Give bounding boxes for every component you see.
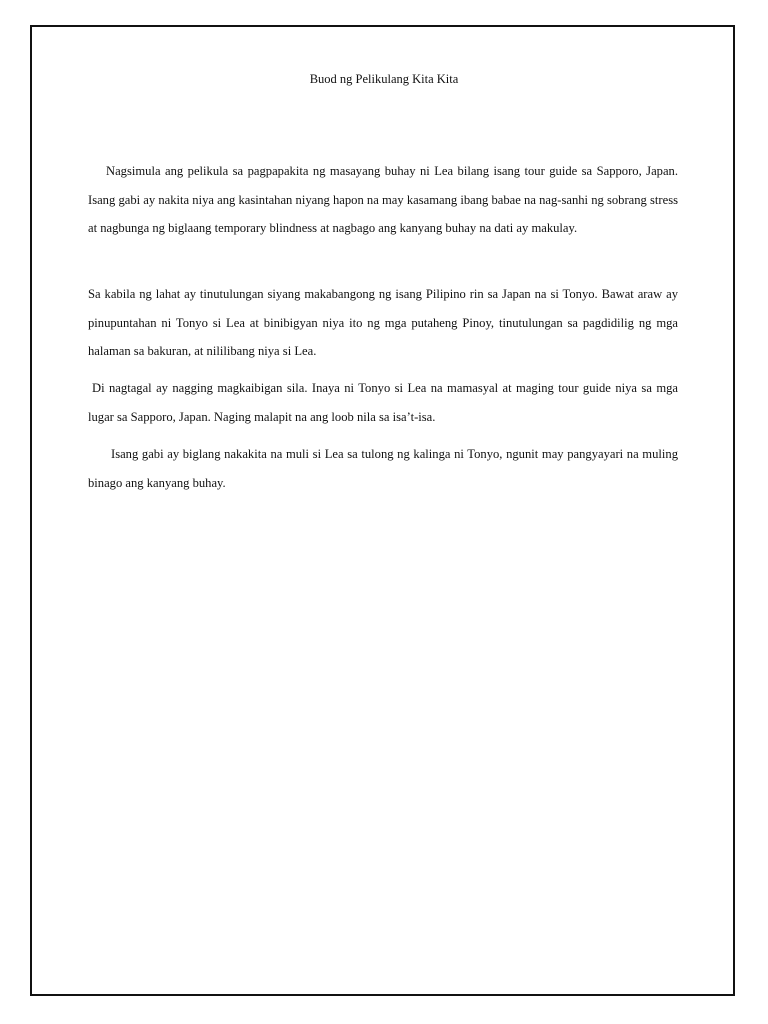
- paragraph-2: Sa kabila ng lahat ay tinutulungan siyang makabangong ng isang Pilipino rin sa Japan na si Tonyo. Bawat araw ay pinupuntahan ni Tonyo si Lea at binibigyan niya ito ng mga putaheng Pinoy, tinutulungan sa pagdidilig ng mga halaman sa bakuran, at nililibang niya si Lea.: [88, 287, 678, 358]
- paragraph-1: Nagsimula ang pelikula sa pagpapakita ng masayang buhay ni Lea bilang isang tour guide sa Sapporo, Japan. Isang gabi ay nakita niya ang kasintahan niyang hapon na may kasamang ibang babae na nag-sanhi ng sobrang stress at nagbunga ng biglaang temporary blindness at nagbago ang kanyang buhay na dati ay makulay.: [88, 164, 678, 235]
- document-title: Buod ng Pelikulang Kita Kita: [309, 72, 459, 86]
- paragraph-3: Di nagtagal ay nagging magkaibigan sila. Inaya ni Tonyo si Lea na mamasyal at maging tour guide niya sa mga lugar sa Sapporo, Japan. Naging malapit na ang loob nila sa isa’t-isa.: [88, 381, 678, 424]
- paragraph-4: Isang gabi ay biglang nakakita na muli si Lea sa tulong ng kalinga ni Tonyo, ngunit may pangyayari na muling binago ang kanyang buhay.: [88, 447, 678, 490]
